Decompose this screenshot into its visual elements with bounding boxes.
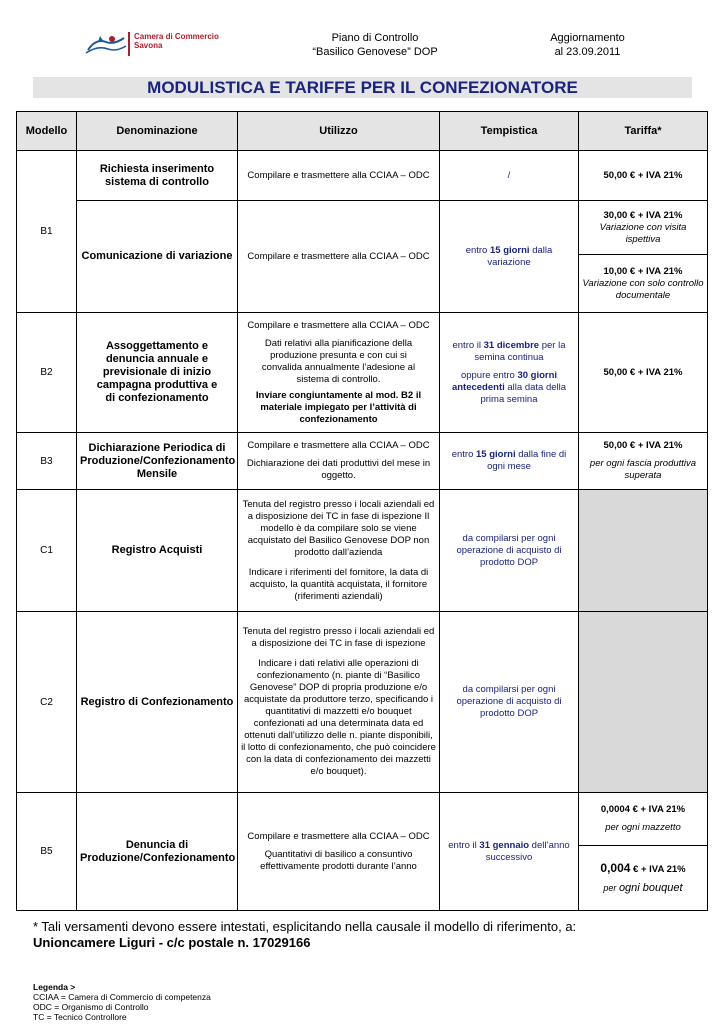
col-header-modello: Modello <box>17 112 77 151</box>
logo-line-2: Savona <box>134 41 163 50</box>
tempistica-deadline: 15 giorni <box>489 244 530 256</box>
tariffa-empty-cell <box>579 612 708 793</box>
tempistica-cell <box>440 313 579 433</box>
utilizzo-cell <box>238 433 440 490</box>
utilizzo-cell <box>238 612 440 793</box>
denominazione-cell: Registro Acquisti <box>77 490 238 612</box>
utilizzo-text: Compilare e trasmettere alla CCIAA – ODC <box>247 830 430 842</box>
utilizzo-text: Compilare e trasmettere alla CCIAA – ODC <box>247 319 430 331</box>
utilizzo-text: Tenuta del registro presso i locali aziendali ed a disposizione dei TC in fase di ispezione Il modello è da compilare solo se viene acquistato del Basilico Genovese DOP non prodotto dall’azienda <box>242 498 435 558</box>
tempistica-text: entro il <box>448 839 480 851</box>
table-header-row <box>17 112 708 151</box>
chamber-logo-icon <box>84 32 128 58</box>
col-header-tempistica: Tempistica <box>440 112 579 151</box>
table-row <box>17 612 708 793</box>
table-row <box>17 201 708 313</box>
utilizzo-text: Indicare i dati relativi alle operazioni di confezionamento (n. piante di “Basilico Genovese” DOP di propria produzione e/o acquistate da produttore terzo, specificando i quantitativi di mazzetti e/o bouquet confezionati ad una determinata data ed ottenuti dall’utilizzo delle n. piante disponibili, il lotto di confezionamento, che può coincidere con la data di confezionamento dei mazzetti e/o bouquet). <box>241 658 436 777</box>
title-bar <box>33 77 692 98</box>
modello-b5: B5 <box>17 793 77 911</box>
utilizzo-text: Quantitativi di basilico a consuntivo effettivamente prodotti durante l’anno <box>260 848 417 872</box>
denominazione-cell: Denuncia di Produzione/Confezionamento <box>77 793 238 911</box>
utilizzo-text: Tenuta del registro presso i locali aziendali ed a disposizione dei TC in fase di ispezione <box>242 626 435 649</box>
tariffa-cell <box>579 201 708 313</box>
col-header-utilizzo: Utilizzo <box>238 112 440 151</box>
utilizzo-text: Dichiarazione dei dati produttivi del mese in oggetto. <box>246 458 431 481</box>
modello-b3: B3 <box>17 433 77 490</box>
denominazione-cell: Comunicazione di variazione <box>77 201 238 313</box>
tempistica-text: oppure entro <box>460 369 518 381</box>
update-label: Aggiornamento <box>550 32 625 44</box>
utilizzo-text: Dati relativi alla pianificazione della produzione presunta e con cui si convalida annualmente l’adesione al sistema di controllo. <box>261 337 416 385</box>
table-row <box>17 793 708 911</box>
plan-title: Piano di Controllo <box>331 32 419 44</box>
tempistica-text: dalla variazione <box>487 244 553 268</box>
tariff-amount: 50,00 € + IVA 21% <box>603 440 683 451</box>
col-header-denominazione: Denominazione <box>77 112 238 151</box>
legend-item: CCIAA = Camera di Commercio di competenza <box>33 992 211 1002</box>
payment-note <box>33 919 703 951</box>
legend-item: TC = Tecnico Controllore <box>33 1012 127 1022</box>
utilizzo-note: Inviare congiuntamente al mod. B2 il materiale impiegato per l’attività di confezionamento <box>255 389 422 425</box>
denominazione-cell: Dichiarazione Periodica di Produzione/Confezionamento Mensile <box>77 433 238 490</box>
tempistica-cell <box>440 433 579 490</box>
tariff-amount: 0,004 <box>600 860 631 875</box>
tempistica-text: entro <box>451 449 476 460</box>
table-row <box>17 151 708 201</box>
tempistica-deadline: 31 dicembre <box>483 339 540 351</box>
tempistica-text: dalla fine di ogni mese <box>487 449 567 472</box>
logo-line-1: Camera di Commercio <box>134 32 219 41</box>
tariffa-empty-cell <box>579 490 708 612</box>
tempistica-cell <box>440 201 579 313</box>
document-header-center <box>290 31 460 59</box>
tariffa-cell: 50,00 € + IVA 21% <box>579 313 708 433</box>
denominazione-cell: Registro di Confezionamento <box>77 612 238 793</box>
utilizzo-text: Indicare i riferimenti del fornitore, la data di acquisto, la quantità acquistata, il fornitore (riferimenti aziendali) <box>248 566 429 602</box>
tariff-note: per ogni mazzetto <box>605 822 681 833</box>
col-header-tariffa: Tariffa* <box>579 112 708 151</box>
denominazione-cell: Assoggettamento e denuncia annuale e previsionale di inizio campagna produttiva e di confezionamento <box>77 313 238 433</box>
table-row <box>17 433 708 490</box>
tariff-note: per <box>603 882 619 893</box>
tempistica-text: entro il <box>452 339 484 351</box>
tariffa-cell: 50,00 € + IVA 21% <box>579 151 708 201</box>
tempistica-text: per la semina continua <box>474 339 566 363</box>
payment-note-line: * Tali versamenti devono essere intestati, esplicitando nella causale il modello di riferimento, a: <box>33 919 577 934</box>
payment-account: Unioncamere Liguri - c/c postale n. 17029166 <box>33 935 311 950</box>
tempistica-text: alla data della prima semina <box>480 381 567 405</box>
tariff-table <box>16 111 708 911</box>
modello-b2: B2 <box>17 313 77 433</box>
tempistica-cell: da compilarsi per ogni operazione di acquisto di prodotto DOP <box>440 612 579 793</box>
tariffa-cell <box>579 433 708 490</box>
utilizzo-cell <box>238 490 440 612</box>
table-row <box>17 490 708 612</box>
utilizzo-text: Compilare e trasmettere alla CCIAA – ODC <box>247 440 430 451</box>
legend <box>33 982 211 1022</box>
product-name: “Basilico Genovese” DOP <box>312 46 438 58</box>
tempistica-text: dell’anno successivo <box>485 839 570 863</box>
utilizzo-cell: Compilare e trasmettere alla CCIAA – ODC <box>238 151 440 201</box>
tariff-note: ogni bouquet <box>618 881 683 894</box>
tariffa-cell <box>579 793 708 911</box>
tempistica-deadline: 31 gennaio <box>479 839 530 851</box>
tariff-amount-suffix: € + IVA 21% <box>630 863 686 875</box>
tempistica-text: entro <box>465 244 490 256</box>
utilizzo-cell: Compilare e trasmettere alla CCIAA – ODC <box>238 201 440 313</box>
modello-b1: B1 <box>17 151 77 313</box>
legend-title: Legenda > <box>33 982 76 992</box>
tempistica-deadline: 30 giorni antecedenti <box>451 369 558 393</box>
tempistica-cell: / <box>440 151 579 201</box>
utilizzo-cell <box>238 793 440 911</box>
tariff-amount: 0,0004 € + IVA 21% <box>600 804 686 815</box>
utilizzo-cell <box>238 313 440 433</box>
modello-c2: C2 <box>17 612 77 793</box>
tariff-note: per ogni fascia produttiva superata <box>589 458 697 481</box>
denominazione-cell: Richiesta inserimento sistema di controllo <box>77 151 238 201</box>
table-row <box>17 313 708 433</box>
tariff-amount: 10,00 € + IVA 21% <box>603 265 683 277</box>
modello-c1: C1 <box>17 490 77 612</box>
tempistica-deadline: 15 giorni <box>476 449 516 460</box>
tempistica-cell: da compilarsi per ogni operazione di acquisto di prodotto DOP <box>440 490 579 612</box>
tariff-note: Variazione con solo controllo documentale <box>582 277 704 301</box>
tempistica-cell <box>440 793 579 911</box>
logo <box>84 30 234 60</box>
page-title: MODULISTICA E TARIFFE PER IL CONFEZIONATORE <box>147 78 578 97</box>
document-header-right <box>520 31 655 59</box>
update-date: al 23.09.2011 <box>554 46 621 58</box>
legend-item: ODC = Organismo di Controllo <box>33 1002 149 1012</box>
tariff-note: Variazione con visita ispettiva <box>599 221 687 245</box>
tariff-amount: 30,00 € + IVA 21% <box>603 209 683 221</box>
